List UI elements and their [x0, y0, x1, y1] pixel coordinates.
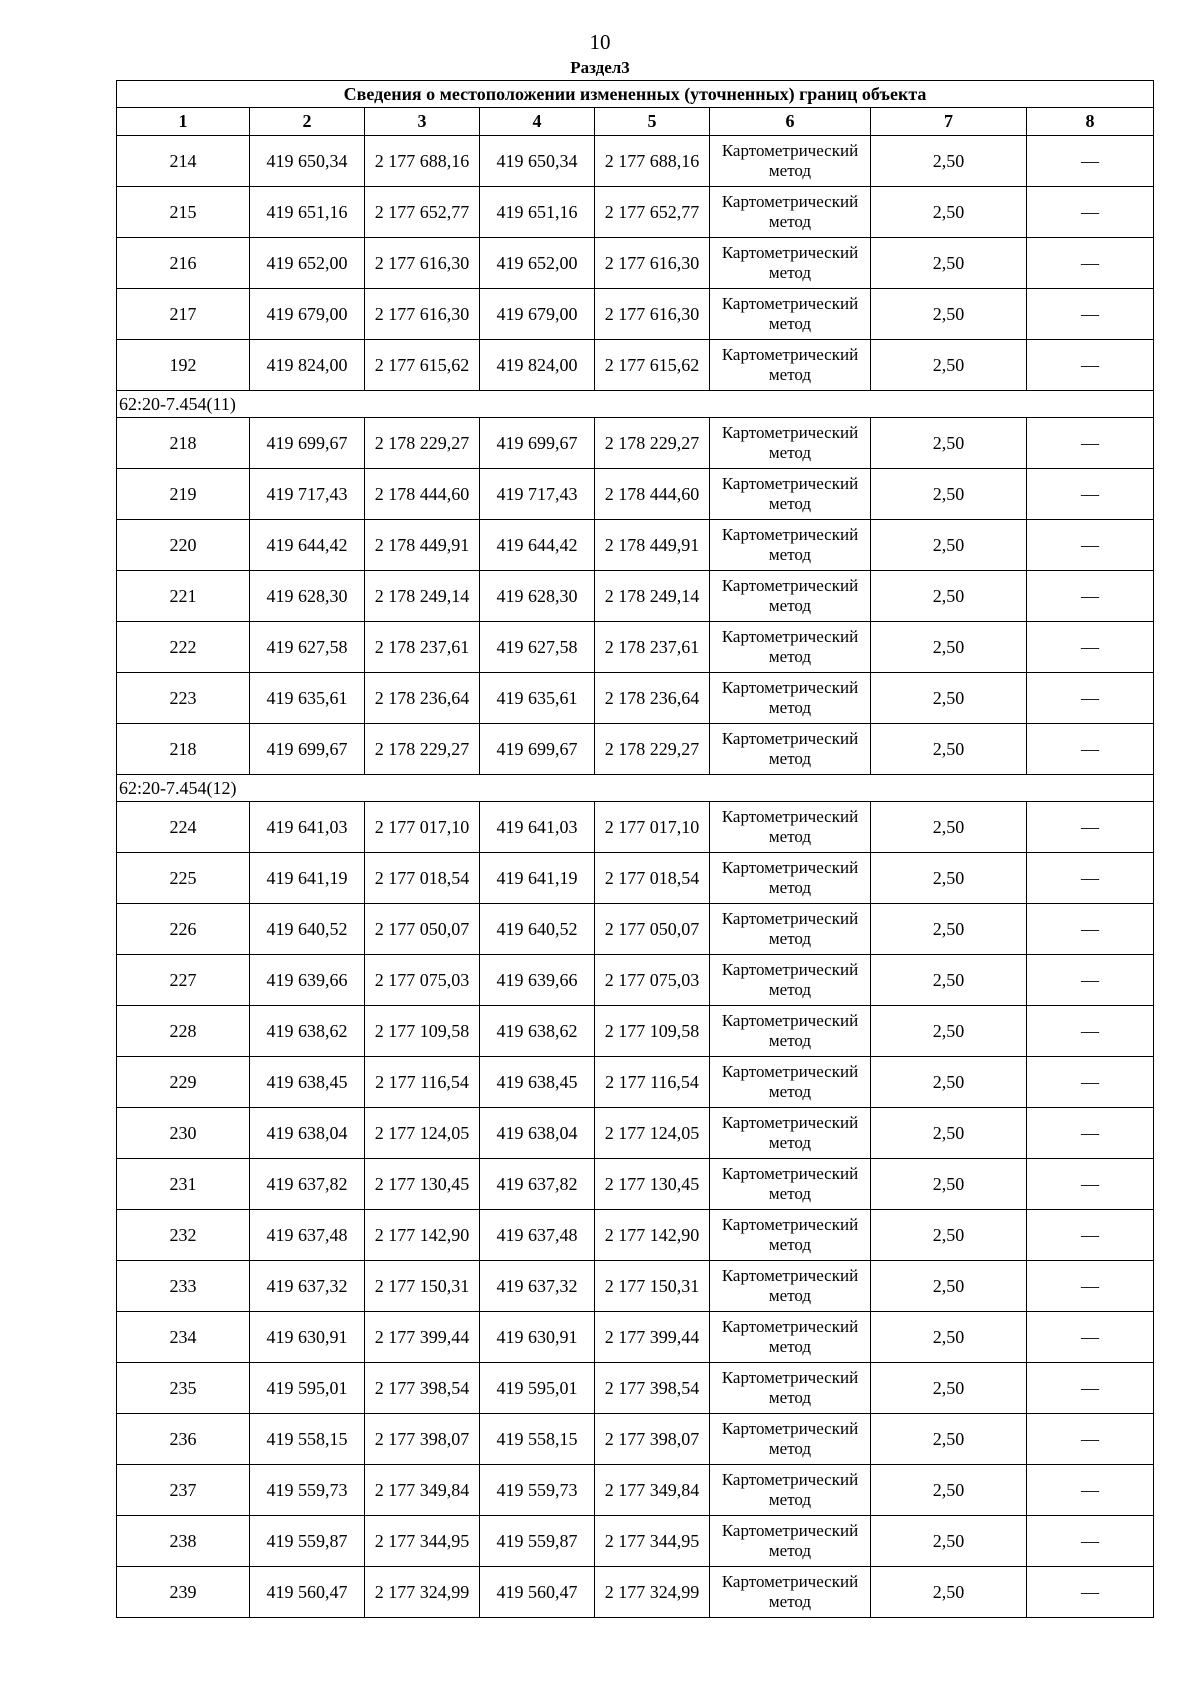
- cell-method: Картометрический метод: [710, 1516, 871, 1567]
- cell-x-existing: 419 595,01: [250, 1363, 365, 1414]
- cell-point-number: 238: [117, 1516, 250, 1567]
- cell-y-refined: 2 178 249,14: [595, 571, 710, 622]
- cell-x-existing: 419 699,67: [250, 418, 365, 469]
- cell-y-refined: 2 177 324,99: [595, 1567, 710, 1618]
- cell-description: —: [1027, 1465, 1154, 1516]
- cell-method: Картометрический метод: [710, 289, 871, 340]
- table-row: [117, 724, 1154, 775]
- cell-description: —: [1027, 340, 1154, 391]
- cell-accuracy: 2,50: [871, 1516, 1027, 1567]
- table-row: [117, 955, 1154, 1006]
- boundary-coordinates-table: [116, 80, 1154, 1618]
- cell-point-number: 219: [117, 469, 250, 520]
- cell-y-existing: 2 177 130,45: [365, 1159, 480, 1210]
- cell-method: Картометрический метод: [710, 1261, 871, 1312]
- cell-description: —: [1027, 418, 1154, 469]
- contour-label: 62:20-7.454(11): [117, 391, 1154, 418]
- cell-x-existing: 419 699,67: [250, 724, 365, 775]
- cell-x-existing: 419 560,47: [250, 1567, 365, 1618]
- table-caption-row: [117, 81, 1154, 108]
- cell-y-refined: 2 177 017,10: [595, 802, 710, 853]
- cell-x-refined: 419 637,48: [480, 1210, 595, 1261]
- cell-description: —: [1027, 1210, 1154, 1261]
- cell-y-refined: 2 178 236,64: [595, 673, 710, 724]
- table-row: [117, 904, 1154, 955]
- cell-y-refined: 2 177 018,54: [595, 853, 710, 904]
- cell-y-existing: 2 178 237,61: [365, 622, 480, 673]
- cell-description: —: [1027, 571, 1154, 622]
- cell-description: —: [1027, 673, 1154, 724]
- cell-y-refined: 2 177 616,30: [595, 238, 710, 289]
- cell-description: —: [1027, 904, 1154, 955]
- cell-accuracy: 2,50: [871, 136, 1027, 187]
- cell-y-refined: 2 178 237,61: [595, 622, 710, 673]
- cell-y-refined: 2 178 229,27: [595, 418, 710, 469]
- cell-x-existing: 419 641,19: [250, 853, 365, 904]
- contour-group-row: [117, 775, 1154, 802]
- cell-y-existing: 2 177 349,84: [365, 1465, 480, 1516]
- cell-description: —: [1027, 238, 1154, 289]
- table-row: [117, 571, 1154, 622]
- cell-accuracy: 2,50: [871, 1363, 1027, 1414]
- cell-x-refined: 419 628,30: [480, 571, 595, 622]
- cell-point-number: 239: [117, 1567, 250, 1618]
- table-row: [117, 1465, 1154, 1516]
- cell-x-existing: 419 559,87: [250, 1516, 365, 1567]
- cell-y-existing: 2 177 017,10: [365, 802, 480, 853]
- cell-x-existing: 419 638,45: [250, 1057, 365, 1108]
- cell-point-number: 220: [117, 520, 250, 571]
- cell-y-refined: 2 177 124,05: [595, 1108, 710, 1159]
- cell-y-existing: 2 177 652,77: [365, 187, 480, 238]
- cell-point-number: 215: [117, 187, 250, 238]
- cell-y-existing: 2 177 398,07: [365, 1414, 480, 1465]
- table-row: [117, 1108, 1154, 1159]
- cell-description: —: [1027, 1516, 1154, 1567]
- cell-y-existing: 2 177 116,54: [365, 1057, 480, 1108]
- cell-x-refined: 419 699,67: [480, 418, 595, 469]
- cell-x-existing: 419 641,03: [250, 802, 365, 853]
- cell-y-refined: 2 177 050,07: [595, 904, 710, 955]
- cell-x-refined: 419 651,16: [480, 187, 595, 238]
- cell-x-existing: 419 559,73: [250, 1465, 365, 1516]
- cell-x-existing: 419 651,16: [250, 187, 365, 238]
- contour-group-row: [117, 391, 1154, 418]
- cell-description: —: [1027, 1108, 1154, 1159]
- cell-method: Картометрический метод: [710, 340, 871, 391]
- cell-y-refined: 2 178 449,91: [595, 520, 710, 571]
- cell-description: —: [1027, 1261, 1154, 1312]
- cell-x-refined: 419 595,01: [480, 1363, 595, 1414]
- cell-method: Картометрический метод: [710, 1006, 871, 1057]
- cell-accuracy: 2,50: [871, 1006, 1027, 1057]
- column-number: 1: [117, 108, 250, 136]
- cell-accuracy: 2,50: [871, 1108, 1027, 1159]
- cell-x-refined: 419 635,61: [480, 673, 595, 724]
- cell-accuracy: 2,50: [871, 340, 1027, 391]
- cell-accuracy: 2,50: [871, 238, 1027, 289]
- table-row: [117, 469, 1154, 520]
- cell-description: —: [1027, 289, 1154, 340]
- cell-method: Картометрический метод: [710, 1108, 871, 1159]
- table-row: [117, 1057, 1154, 1108]
- cell-x-existing: 419 639,66: [250, 955, 365, 1006]
- cell-accuracy: 2,50: [871, 1567, 1027, 1618]
- column-number: 5: [595, 108, 710, 136]
- column-number-row: [117, 108, 1154, 136]
- contour-label: 62:20-7.454(12): [117, 775, 1154, 802]
- cell-point-number: 230: [117, 1108, 250, 1159]
- column-number: 7: [871, 108, 1027, 136]
- table-row: [117, 1261, 1154, 1312]
- cell-y-refined: 2 177 349,84: [595, 1465, 710, 1516]
- cell-method: Картометрический метод: [710, 1312, 871, 1363]
- cell-accuracy: 2,50: [871, 622, 1027, 673]
- cell-y-existing: 2 177 616,30: [365, 238, 480, 289]
- table-row: [117, 340, 1154, 391]
- cell-y-existing: 2 178 229,27: [365, 418, 480, 469]
- cell-x-refined: 419 650,34: [480, 136, 595, 187]
- cell-x-existing: 419 638,62: [250, 1006, 365, 1057]
- cell-y-refined: 2 177 616,30: [595, 289, 710, 340]
- cell-point-number: 214: [117, 136, 250, 187]
- cell-x-existing: 419 637,32: [250, 1261, 365, 1312]
- cell-accuracy: 2,50: [871, 418, 1027, 469]
- cell-y-existing: 2 177 142,90: [365, 1210, 480, 1261]
- cell-y-existing: 2 177 050,07: [365, 904, 480, 955]
- cell-method: Картометрический метод: [710, 238, 871, 289]
- cell-y-refined: 2 177 398,07: [595, 1414, 710, 1465]
- cell-accuracy: 2,50: [871, 853, 1027, 904]
- cell-y-existing: 2 178 229,27: [365, 724, 480, 775]
- cell-x-existing: 419 635,61: [250, 673, 365, 724]
- cell-point-number: 222: [117, 622, 250, 673]
- cell-point-number: 233: [117, 1261, 250, 1312]
- cell-y-refined: 2 177 075,03: [595, 955, 710, 1006]
- cell-x-refined: 419 558,15: [480, 1414, 595, 1465]
- page-number: 10: [589, 30, 611, 54]
- cell-x-refined: 419 637,82: [480, 1159, 595, 1210]
- cell-description: —: [1027, 853, 1154, 904]
- cell-y-refined: 2 177 615,62: [595, 340, 710, 391]
- cell-point-number: 226: [117, 904, 250, 955]
- cell-method: Картометрический метод: [710, 724, 871, 775]
- cell-point-number: 231: [117, 1159, 250, 1210]
- cell-y-existing: 2 177 150,31: [365, 1261, 480, 1312]
- cell-point-number: 224: [117, 802, 250, 853]
- table-row: [117, 238, 1154, 289]
- cell-description: —: [1027, 724, 1154, 775]
- cell-x-refined: 419 717,43: [480, 469, 595, 520]
- cell-method: Картометрический метод: [710, 136, 871, 187]
- cell-point-number: 232: [117, 1210, 250, 1261]
- cell-y-existing: 2 177 399,44: [365, 1312, 480, 1363]
- cell-description: —: [1027, 520, 1154, 571]
- cell-accuracy: 2,50: [871, 1261, 1027, 1312]
- cell-y-refined: 2 177 652,77: [595, 187, 710, 238]
- cell-accuracy: 2,50: [871, 673, 1027, 724]
- column-number: 2: [250, 108, 365, 136]
- cell-y-existing: 2 178 236,64: [365, 673, 480, 724]
- cell-method: Картометрический метод: [710, 853, 871, 904]
- table-row: [117, 1363, 1154, 1414]
- cell-accuracy: 2,50: [871, 1210, 1027, 1261]
- cell-accuracy: 2,50: [871, 289, 1027, 340]
- cell-y-existing: 2 178 449,91: [365, 520, 480, 571]
- cell-description: —: [1027, 187, 1154, 238]
- cell-point-number: 228: [117, 1006, 250, 1057]
- cell-accuracy: 2,50: [871, 724, 1027, 775]
- cell-y-existing: 2 178 444,60: [365, 469, 480, 520]
- cell-y-existing: 2 177 124,05: [365, 1108, 480, 1159]
- cell-method: Картометрический метод: [710, 1567, 871, 1618]
- cell-x-existing: 419 824,00: [250, 340, 365, 391]
- cell-accuracy: 2,50: [871, 571, 1027, 622]
- table-row: [117, 673, 1154, 724]
- cell-y-refined: 2 177 399,44: [595, 1312, 710, 1363]
- cell-point-number: 218: [117, 418, 250, 469]
- cell-x-existing: 419 717,43: [250, 469, 365, 520]
- table-row: [117, 1567, 1154, 1618]
- cell-accuracy: 2,50: [871, 187, 1027, 238]
- cell-point-number: 218: [117, 724, 250, 775]
- cell-y-refined: 2 177 116,54: [595, 1057, 710, 1108]
- cell-x-refined: 419 637,32: [480, 1261, 595, 1312]
- cell-x-existing: 419 640,52: [250, 904, 365, 955]
- cell-description: —: [1027, 802, 1154, 853]
- cell-method: Картометрический метод: [710, 622, 871, 673]
- cell-x-refined: 419 560,47: [480, 1567, 595, 1618]
- cell-accuracy: 2,50: [871, 1465, 1027, 1516]
- table-row: [117, 187, 1154, 238]
- cell-x-refined: 419 824,00: [480, 340, 595, 391]
- cell-method: Картометрический метод: [710, 1465, 871, 1516]
- cell-accuracy: 2,50: [871, 469, 1027, 520]
- cell-x-refined: 419 679,00: [480, 289, 595, 340]
- cell-y-refined: 2 177 398,54: [595, 1363, 710, 1414]
- cell-x-refined: 419 559,73: [480, 1465, 595, 1516]
- cell-point-number: 217: [117, 289, 250, 340]
- cell-accuracy: 2,50: [871, 520, 1027, 571]
- table-row: [117, 418, 1154, 469]
- table-row: [117, 1006, 1154, 1057]
- cell-method: Картометрический метод: [710, 904, 871, 955]
- cell-accuracy: 2,50: [871, 1159, 1027, 1210]
- cell-x-existing: 419 638,04: [250, 1108, 365, 1159]
- cell-x-existing: 419 630,91: [250, 1312, 365, 1363]
- cell-x-refined: 419 644,42: [480, 520, 595, 571]
- cell-accuracy: 2,50: [871, 802, 1027, 853]
- cell-description: —: [1027, 1567, 1154, 1618]
- cell-point-number: 229: [117, 1057, 250, 1108]
- column-number: 3: [365, 108, 480, 136]
- cell-x-existing: 419 558,15: [250, 1414, 365, 1465]
- table-row: [117, 1414, 1154, 1465]
- table-row: [117, 520, 1154, 571]
- cell-y-refined: 2 177 109,58: [595, 1006, 710, 1057]
- cell-x-refined: 419 638,04: [480, 1108, 595, 1159]
- cell-description: —: [1027, 1414, 1154, 1465]
- cell-x-refined: 419 641,03: [480, 802, 595, 853]
- cell-method: Картометрический метод: [710, 1210, 871, 1261]
- cell-method: Картометрический метод: [710, 469, 871, 520]
- cell-x-existing: 419 637,48: [250, 1210, 365, 1261]
- cell-y-existing: 2 177 688,16: [365, 136, 480, 187]
- column-number: 4: [480, 108, 595, 136]
- cell-y-existing: 2 177 398,54: [365, 1363, 480, 1414]
- cell-y-refined: 2 178 229,27: [595, 724, 710, 775]
- cell-point-number: 235: [117, 1363, 250, 1414]
- cell-method: Картометрический метод: [710, 187, 871, 238]
- cell-x-existing: 419 650,34: [250, 136, 365, 187]
- cell-x-refined: 419 638,45: [480, 1057, 595, 1108]
- column-number: 6: [710, 108, 871, 136]
- cell-description: —: [1027, 1159, 1154, 1210]
- table-row: [117, 853, 1154, 904]
- cell-x-refined: 419 641,19: [480, 853, 595, 904]
- table-row: [117, 1312, 1154, 1363]
- cell-method: Картометрический метод: [710, 1363, 871, 1414]
- section-title: Раздел3: [570, 58, 630, 77]
- cell-y-existing: 2 177 018,54: [365, 853, 480, 904]
- cell-y-refined: 2 177 150,31: [595, 1261, 710, 1312]
- cell-point-number: 234: [117, 1312, 250, 1363]
- cell-point-number: 237: [117, 1465, 250, 1516]
- cell-y-existing: 2 177 324,99: [365, 1567, 480, 1618]
- cell-point-number: 221: [117, 571, 250, 622]
- cell-description: —: [1027, 1006, 1154, 1057]
- cell-accuracy: 2,50: [871, 904, 1027, 955]
- cell-method: Картометрический метод: [710, 1057, 871, 1108]
- cell-description: —: [1027, 955, 1154, 1006]
- cell-accuracy: 2,50: [871, 1057, 1027, 1108]
- cell-description: —: [1027, 622, 1154, 673]
- cell-point-number: 216: [117, 238, 250, 289]
- table-row: [117, 1210, 1154, 1261]
- cell-y-existing: 2 177 075,03: [365, 955, 480, 1006]
- cell-point-number: 236: [117, 1414, 250, 1465]
- cell-point-number: 225: [117, 853, 250, 904]
- table-caption: Сведения о местоположении измененных (уточненных) границ объекта: [117, 81, 1154, 108]
- cell-x-existing: 419 627,58: [250, 622, 365, 673]
- cell-method: Картометрический метод: [710, 802, 871, 853]
- table-row: [117, 802, 1154, 853]
- cell-method: Картометрический метод: [710, 1414, 871, 1465]
- cell-method: Картометрический метод: [710, 1159, 871, 1210]
- cell-x-refined: 419 652,00: [480, 238, 595, 289]
- cell-y-existing: 2 177 109,58: [365, 1006, 480, 1057]
- cell-x-existing: 419 628,30: [250, 571, 365, 622]
- table-row: [117, 289, 1154, 340]
- cell-x-refined: 419 638,62: [480, 1006, 595, 1057]
- cell-y-existing: 2 178 249,14: [365, 571, 480, 622]
- cell-point-number: 227: [117, 955, 250, 1006]
- cell-x-refined: 419 639,66: [480, 955, 595, 1006]
- column-number: 8: [1027, 108, 1154, 136]
- cell-method: Картометрический метод: [710, 673, 871, 724]
- cell-y-refined: 2 177 344,95: [595, 1516, 710, 1567]
- cell-x-refined: 419 699,67: [480, 724, 595, 775]
- table-row: [117, 622, 1154, 673]
- cell-y-existing: 2 177 616,30: [365, 289, 480, 340]
- table-row: [117, 1159, 1154, 1210]
- cell-method: Картометрический метод: [710, 955, 871, 1006]
- cell-x-existing: 419 679,00: [250, 289, 365, 340]
- cell-description: —: [1027, 469, 1154, 520]
- cell-description: —: [1027, 1363, 1154, 1414]
- cell-method: Картометрический метод: [710, 520, 871, 571]
- cell-x-existing: 419 652,00: [250, 238, 365, 289]
- cell-y-refined: 2 177 130,45: [595, 1159, 710, 1210]
- cell-y-refined: 2 178 444,60: [595, 469, 710, 520]
- table-row: [117, 136, 1154, 187]
- cell-point-number: 192: [117, 340, 250, 391]
- cell-x-refined: 419 630,91: [480, 1312, 595, 1363]
- cell-x-refined: 419 559,87: [480, 1516, 595, 1567]
- cell-x-refined: 419 627,58: [480, 622, 595, 673]
- cell-y-existing: 2 177 344,95: [365, 1516, 480, 1567]
- cell-method: Картометрический метод: [710, 418, 871, 469]
- cell-method: Картометрический метод: [710, 571, 871, 622]
- cell-x-refined: 419 640,52: [480, 904, 595, 955]
- cell-description: —: [1027, 1312, 1154, 1363]
- cell-description: —: [1027, 136, 1154, 187]
- table-row: [117, 1516, 1154, 1567]
- cell-accuracy: 2,50: [871, 955, 1027, 1006]
- cell-accuracy: 2,50: [871, 1414, 1027, 1465]
- cell-accuracy: 2,50: [871, 1312, 1027, 1363]
- cell-y-refined: 2 177 688,16: [595, 136, 710, 187]
- cell-x-existing: 419 644,42: [250, 520, 365, 571]
- cell-description: —: [1027, 1057, 1154, 1108]
- cell-point-number: 223: [117, 673, 250, 724]
- table-body: [117, 81, 1154, 1618]
- cell-x-existing: 419 637,82: [250, 1159, 365, 1210]
- cell-y-existing: 2 177 615,62: [365, 340, 480, 391]
- cell-y-refined: 2 177 142,90: [595, 1210, 710, 1261]
